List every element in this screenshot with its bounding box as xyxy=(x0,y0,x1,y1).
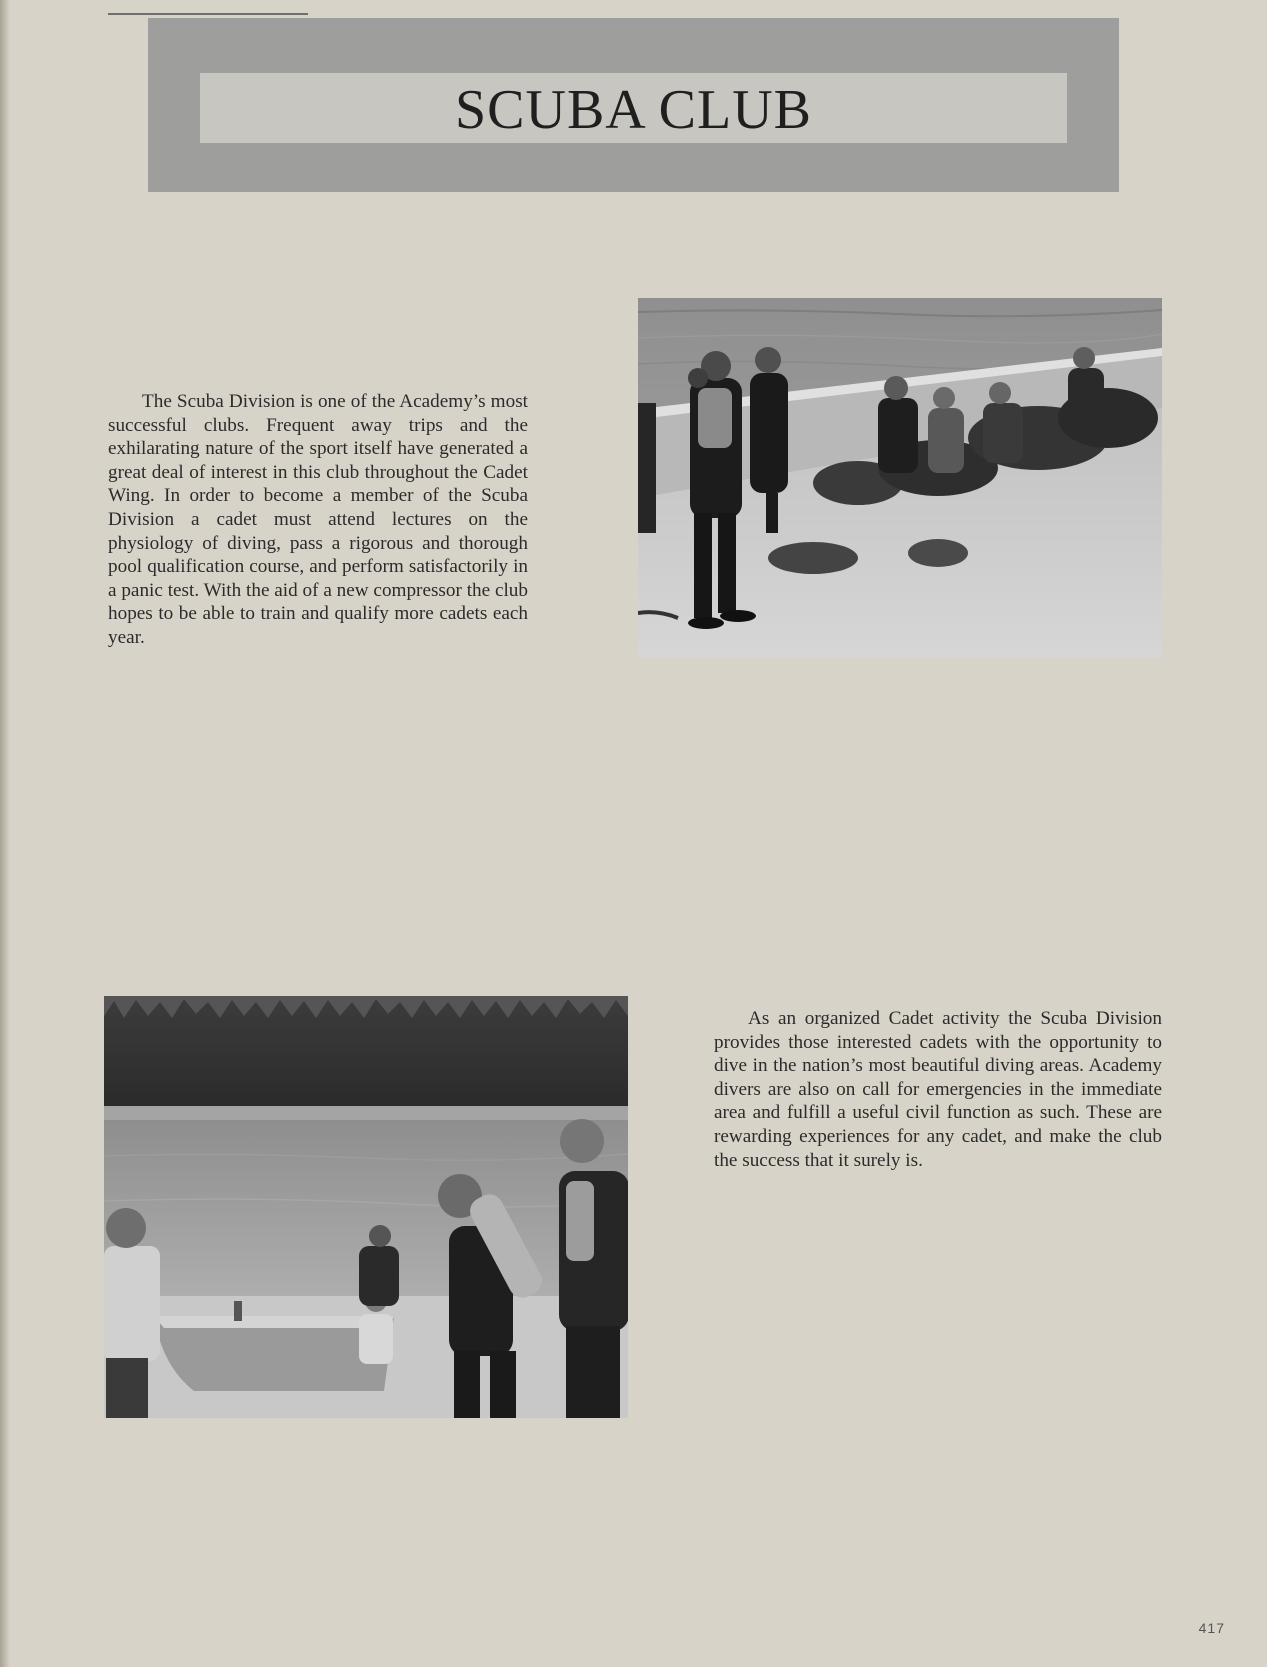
article-paragraph-1 xyxy=(108,390,528,650)
article-paragraph-1-text: The Scuba Division is one of the Academy’s most successful clubs. Frequent away trips and the exhilarating nature of the sport itself have generated a great deal of interest in this club throughout the Cadet Wing. In order to become a member of the Scuba Division a cadet must attend lectures on the physiology of diving, pass a rigorous and thorough pool qualification course, and perform satisfactorily in a panic test. With the aid of a new compressor the club hopes to be able to train and qualify more cadets each year. xyxy=(108,391,528,648)
article-paragraph-2 xyxy=(714,1007,1162,1172)
page-number: 417 xyxy=(1198,1620,1225,1636)
article-paragraph-2-text: As an organized Cadet activity the Scuba Division provides those interested cadets with the opportunity to dive in the nation’s most beautiful diving areas. Academy divers are also on call for emergencies in the immediate area and fulfill a useful civil function as such. These are rewarding experiences for any cadet, and make the club the success that it surely is. xyxy=(714,1008,1162,1171)
photo-divers-on-boat xyxy=(638,298,1162,658)
page-binding-edge xyxy=(0,0,10,1667)
photo-divers-at-lake xyxy=(104,996,628,1418)
top-rule xyxy=(108,13,308,15)
photo-divers-on-boat-image xyxy=(638,298,1162,658)
page-title: SCUBA CLUB xyxy=(455,79,812,141)
photo-divers-at-lake-image xyxy=(104,996,628,1418)
title-plate xyxy=(200,73,1067,143)
title-banner xyxy=(148,18,1119,192)
